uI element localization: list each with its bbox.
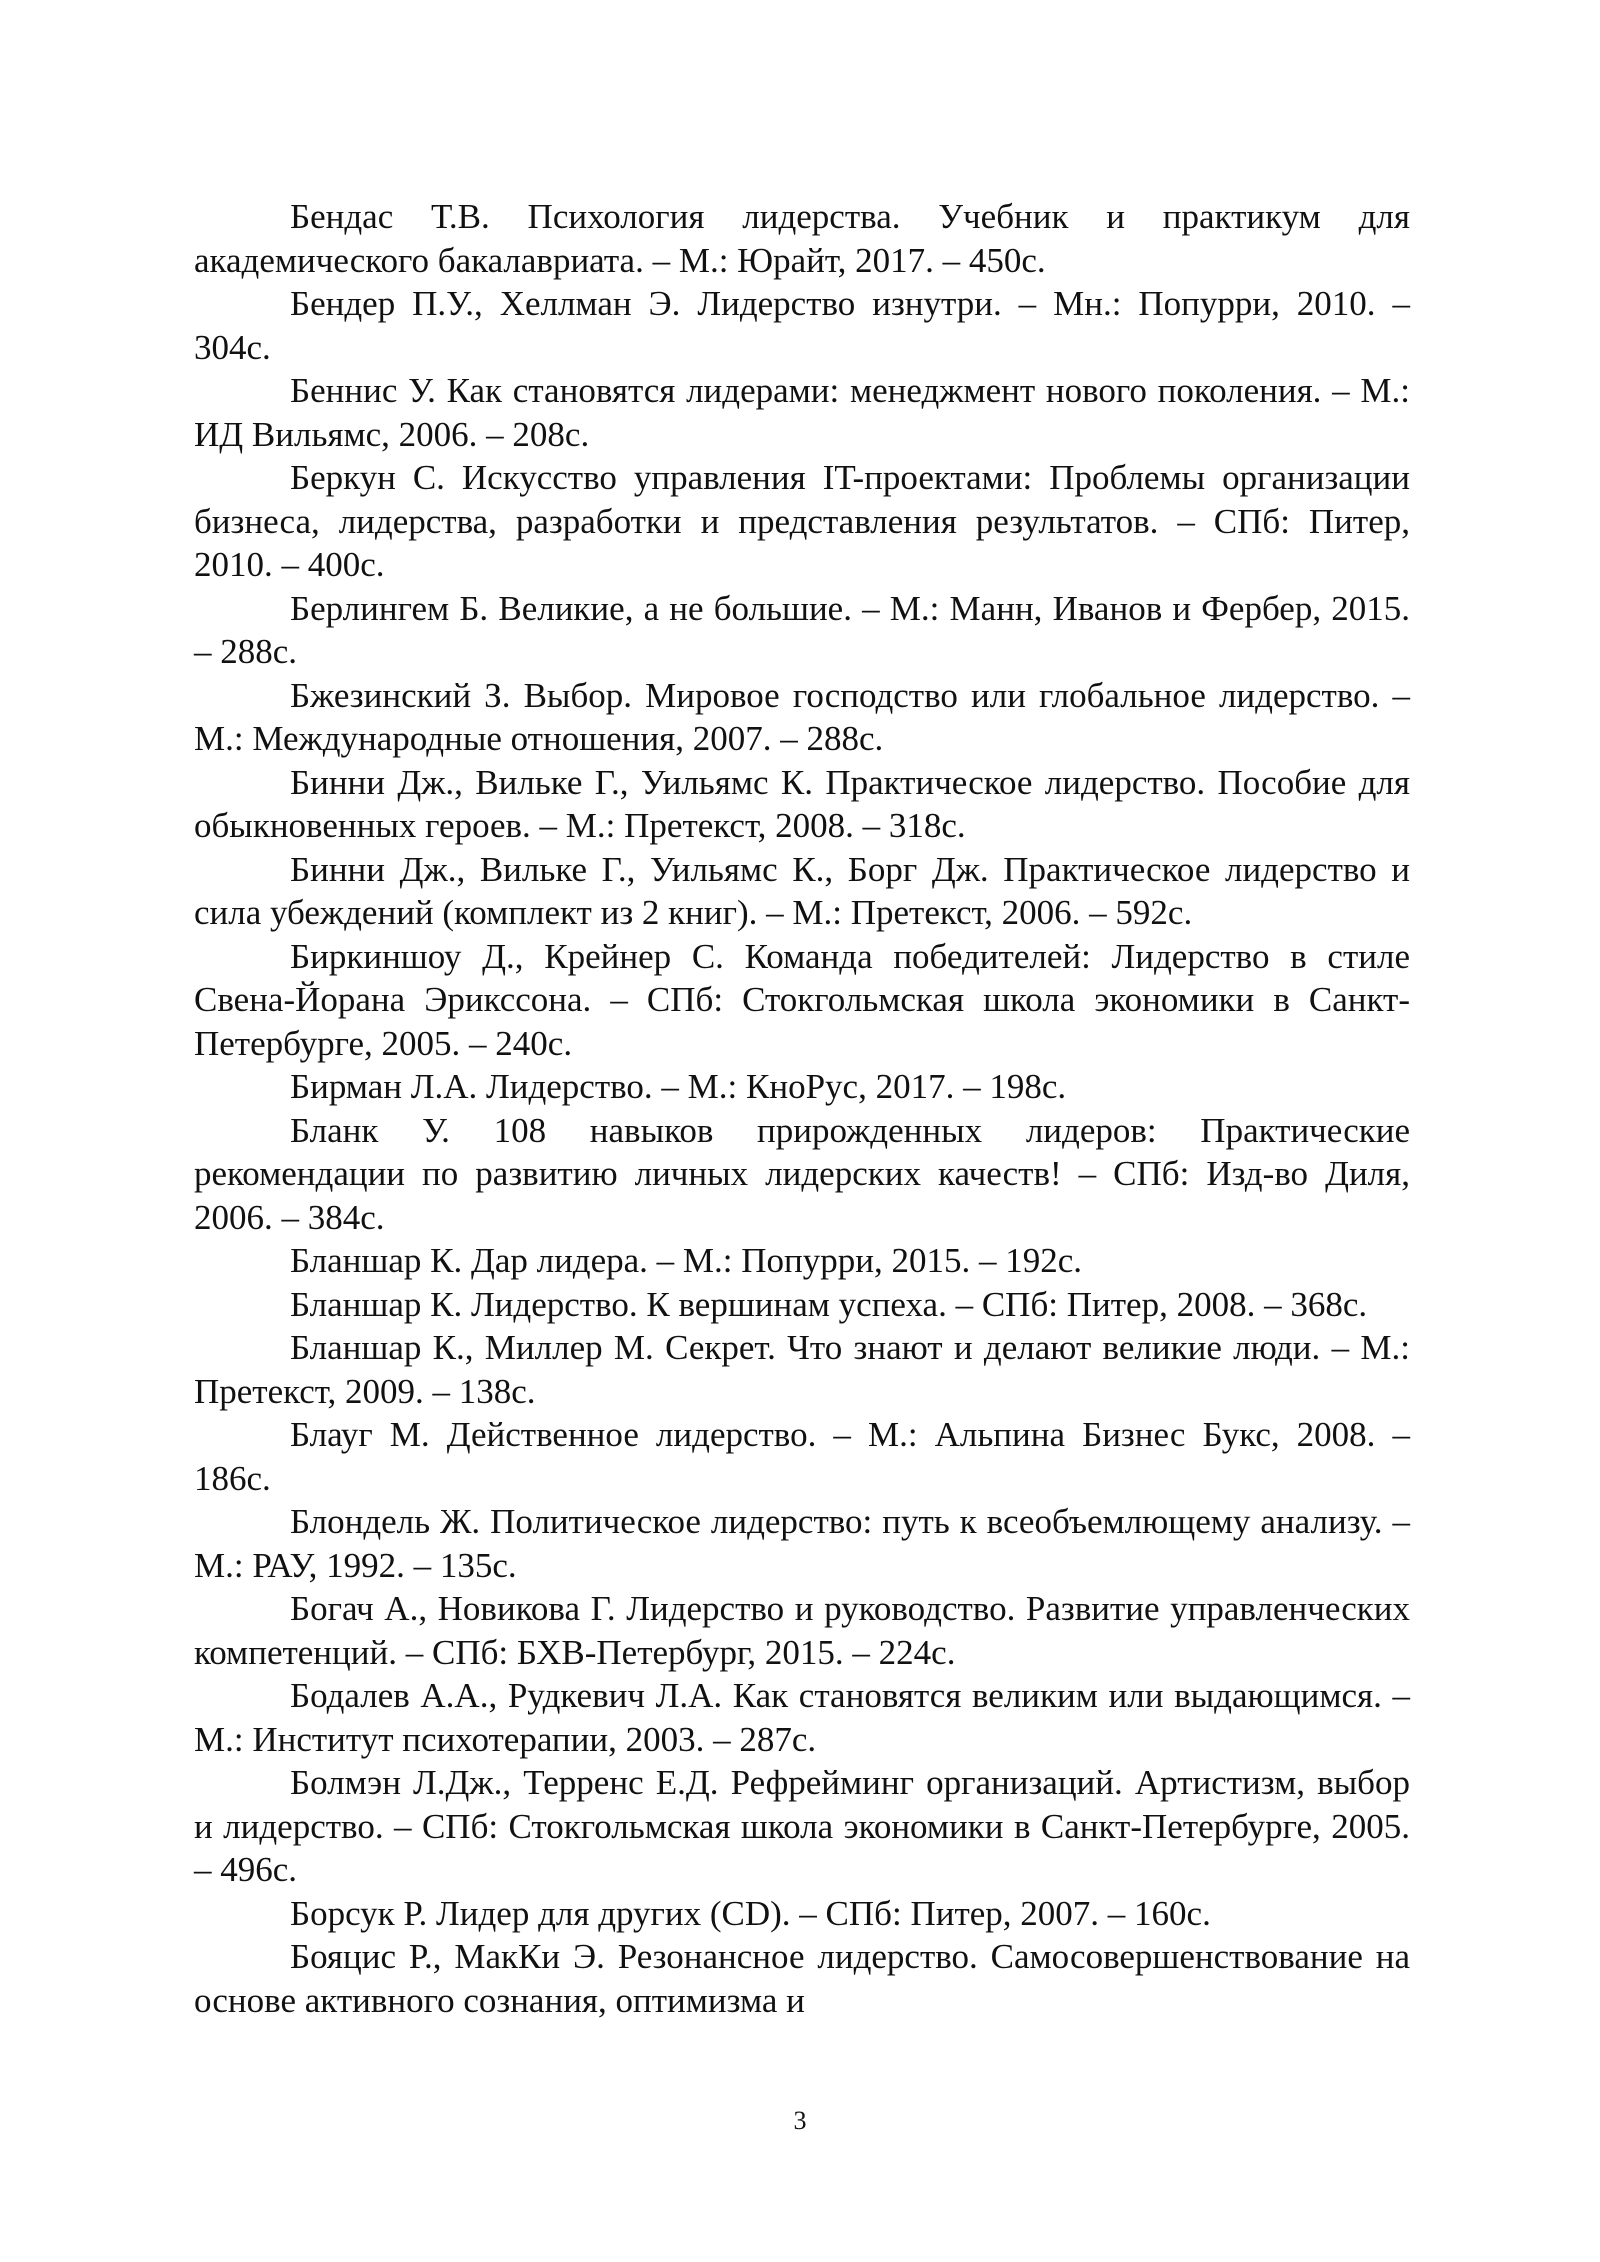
- page-number: 3: [793, 2106, 807, 2135]
- bibliography-entry: Бендас Т.В. Психология лидерства. Учебник и практикум для академического бакалавриата. – М.: Юрайт, 2017. – 450с.: [194, 197, 1410, 280]
- bibliography-entry: Бланшар К. Лидерство. К вершинам успеха. – СПб: Питер, 2008. – 368с.: [290, 1284, 1368, 1324]
- bibliography-entry: Бинни Дж., Вильке Г., Уильямс К. Практическое лидерство. Пособие для обыкновенных героев. – М.: Претекст, 2008. – 318с.: [194, 762, 1410, 845]
- bibliography-entry: Богач А., Новикова Г. Лидерство и руководство. Развитие управленческих компетенций. – СПб: БХВ-Петербург, 2015. – 224с.: [194, 1589, 1410, 1672]
- bibliography-entry: Беннис У. Как становятся лидерами: менеджмент нового поколения. – М.: ИД Вильямс, 2006. – 208с.: [194, 371, 1410, 454]
- bibliography-entry: Бирман Л.А. Лидерство. – М.: КноРус, 2017. – 198с.: [290, 1067, 1067, 1106]
- bibliography-entry: Блондель Ж. Политическое лидерство: путь к всеобъемлющему анализу. – М.: РАУ, 1992. – 135с.: [194, 1502, 1410, 1585]
- bibliography-entry: Бжезинский З. Выбор. Мировое господство или глобальное лидерство. – М.: Международные отношения, 2007. – 288с.: [194, 675, 1410, 758]
- bibliography-list: [194, 195, 1410, 2022]
- bibliography-entry: Бланшар К. Дар лидера. – М.: Попурри, 2015. – 192с.: [290, 1241, 1083, 1280]
- bibliography-entry: Блауг М. Действенное лидерство. – М.: Альпина Бизнес Букс, 2008. – 186с.: [194, 1415, 1410, 1498]
- bibliography-entry: Бланшар К., Миллер М. Секрет. Что знают и делают великие люди. – М.: Претекст, 2009. – 138с.: [194, 1328, 1410, 1411]
- bibliography-entry: Берлингем Б. Великие, а не большие. – М.: Манн, Иванов и Фербер, 2015. – 288с.: [194, 588, 1410, 671]
- bibliography-entry: Беркун С. Искусство управления IT-проектами: Проблемы организации бизнеса, лидерства, разработки и представления результатов. – СПб: Питер, 2010. – 400с.: [194, 458, 1410, 584]
- bibliography-entry: Болмэн Л.Дж., Терренс Е.Д. Рефрейминг организаций. Артистизм, выбор и лидерство. – СПб: Стокгольмская школа экономики в Санкт-Петербурге, 2005. – 496с.: [194, 1763, 1410, 1889]
- bibliography-entry: Бендер П.У., Хеллман Э. Лидерство изнутри. – Мн.: Попурри, 2010. – 304с.: [194, 284, 1410, 367]
- bibliography-entry: Биркиншоу Д., Крейнер С. Команда победителей: Лидерство в стиле Свена-Йорана Эрикссона. – СПб: Стокгольмская школа экономики в Санкт-Петербурге, 2005. – 240с.: [194, 936, 1410, 1063]
- bibliography-entry: Бояцис Р., МакКи Э. Резонансное лидерство. Самосовершенствование на основе активного сознания, оптимизма и: [194, 1937, 1410, 2020]
- bibliography-entry: Бланк У. 108 навыков прирожденных лидеров: Практические рекомендации по развитию личных лидерских качеств! – СПб: Изд-во Диля, 2006. – 384с.: [194, 1110, 1410, 1237]
- bibliography-entry: Бодалев А.А., Рудкевич Л.А. Как становятся великим или выдающимся. – М.: Институт психотерапии, 2003. – 287с.: [194, 1676, 1410, 1759]
- bibliography-entry: Бинни Дж., Вильке Г., Уильямс К., Борг Дж. Практическое лидерство и сила убеждений (комплект из 2 книг). – М.: Претекст, 2006. – 592с.: [194, 849, 1410, 932]
- bibliography-entry: Борсук Р. Лидер для других (CD). – СПб: Питер, 2007. – 160с.: [290, 1893, 1211, 1933]
